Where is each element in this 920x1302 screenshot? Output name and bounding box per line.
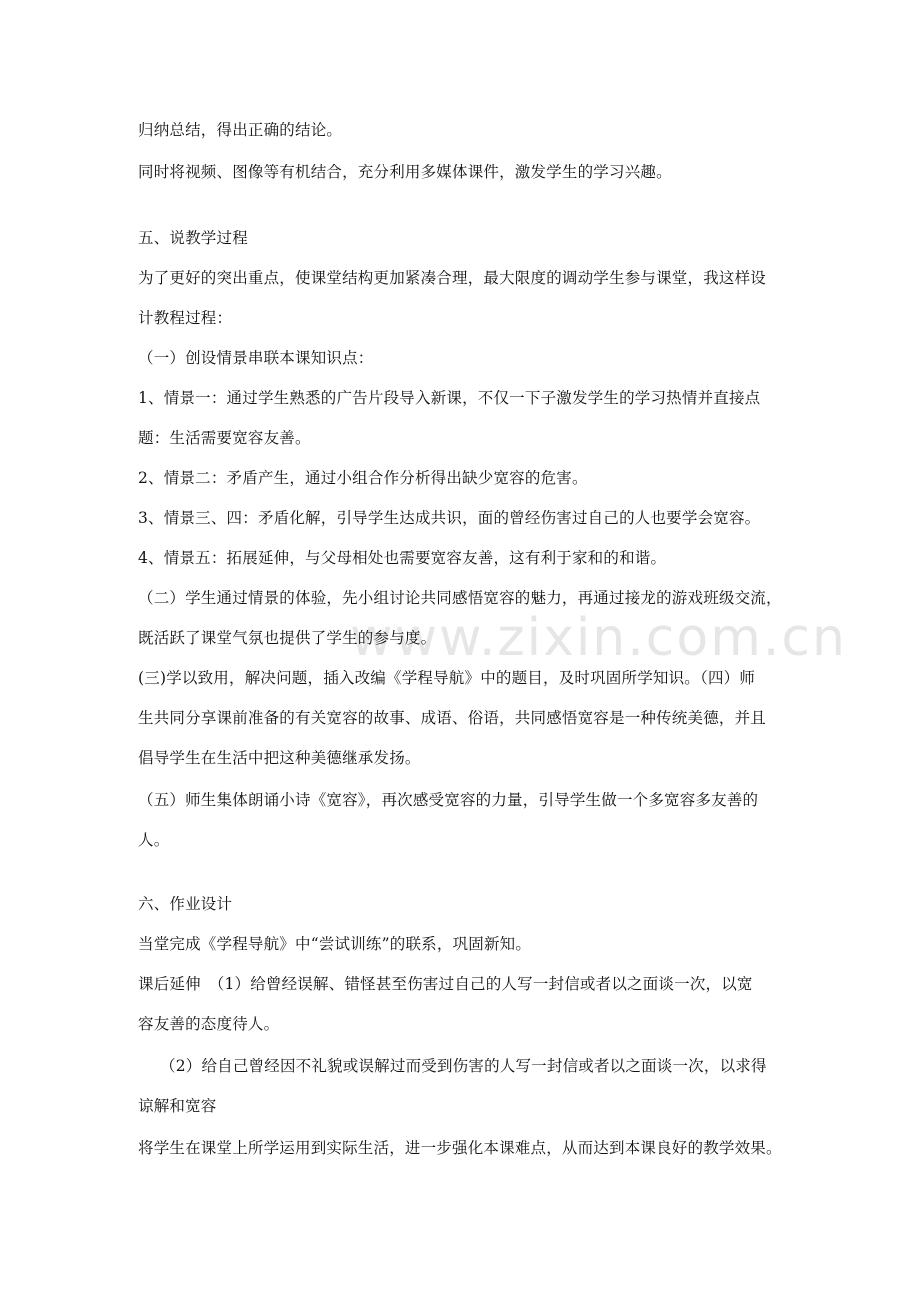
text-line: 为了更好的突出重点，使课堂结构更加紧凑合理，最大限度的调动学生参与课堂，我这样设 — [138, 269, 767, 287]
text-line: （2）给自己曾经因不礼貌或误解过而受到伤害的人写一封信或者以之面谈一次，以求得 — [160, 1057, 767, 1075]
text-line: 4、情景五：拓展延伸，与父母相处也需要宽容友善，这有利于家和的和谐。 — [138, 549, 667, 567]
text-line: （一）创设情景串联本课知识点： — [138, 349, 374, 367]
text-line: 归纳总结，得出正确的结论。 — [138, 121, 343, 139]
text-line: 生共同分享课前准备的有关宽容的故事、成语、俗语，共同感悟宽容是一种传统美德，并且 — [138, 709, 767, 727]
text-line: 谅解和宽容 — [138, 1097, 217, 1115]
text-line: （二）学生通过情景的体验，先小组讨论共同感悟宽容的魅力，再通过接龙的游戏班级交流， — [138, 589, 782, 607]
text-line: 倡导学生在生活中把这种美德继承发扬。 — [138, 749, 421, 767]
section-heading: 五、说教学过程 — [138, 229, 248, 247]
text-line: 题：生活需要宽容友善。 — [138, 429, 311, 447]
text-line: 计教程过程： — [138, 309, 233, 327]
text-line: 当堂完成《学程导航》中“尝试训练”的联系，巩固新知。 — [138, 935, 532, 953]
text-line: 1、情景一：通过学生熟悉的广告片段导入新课，不仅一下子激发学生的学习热情并直接点 — [138, 389, 761, 407]
text-line: 容友善的态度待人。 — [138, 1015, 280, 1033]
text-line: 课后延伸 （1）给曾经误解、错怪甚至伤害过自己的人写一封信或者以之面谈一次，以宽 — [138, 975, 753, 993]
text-line: 人。 — [138, 831, 170, 849]
text-line: 3、情景三、四：矛盾化解，引导学生达成共识，面的曾经伤害过自己的人也要学会宽容。 — [138, 509, 761, 527]
text-line: 将学生在课堂上所学运用到实际生活，进一步强化本课难点，从而达到本课良好的教学效果。 — [138, 1139, 782, 1157]
text-line: （五）师生集体朗诵小诗《宽容》，再次感受宽容的力量，引导学生做一个多宽容多友善的 — [138, 791, 759, 809]
text-line: 2、情景二：矛盾产生，通过小组合作分析得出缺少宽容的危害。 — [138, 469, 588, 487]
text-line: (三)学以致用，解决问题，插入改编《学程导航》中的题目，及时巩固所学知识。（四）师 — [138, 669, 756, 687]
watermark: www.zixin.com.cn — [350, 608, 847, 668]
text-line: 同时将视频、图像等有机结合，充分利用多媒体课件，激发学生的学习兴趣。 — [138, 163, 672, 181]
text-line: 既活跃了课堂气氛也提供了学生的参与度。 — [138, 629, 437, 647]
section-heading: 六、作业设计 — [138, 895, 233, 913]
